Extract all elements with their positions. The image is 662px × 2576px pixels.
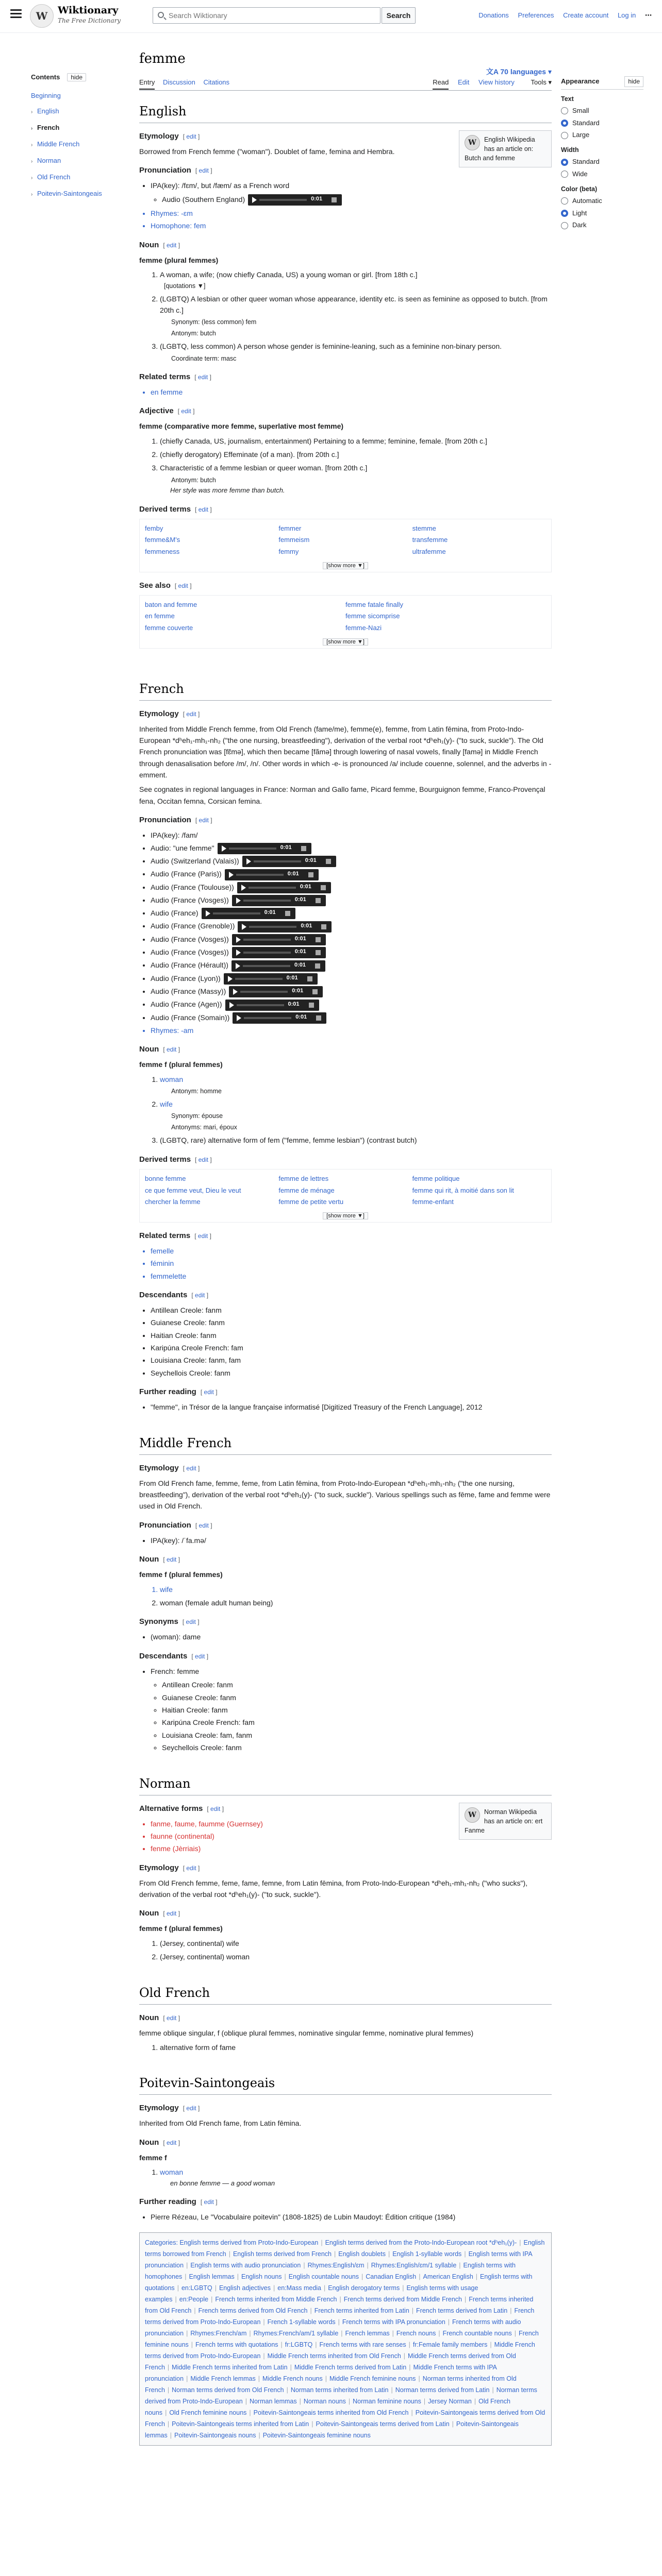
category-link[interactable]: French nouns	[396, 2329, 436, 2337]
category-link[interactable]: French lemmas	[345, 2329, 390, 2337]
volume-icon	[285, 911, 290, 916]
category-link[interactable]: Poitevin-Saintongeais terms inherited from Old French	[253, 2409, 409, 2416]
audio-list-item: • Audio (France (Vosges)) 0:01	[151, 946, 552, 958]
tab-edit[interactable]: Edit	[458, 78, 470, 86]
search-icon	[158, 12, 164, 18]
french-derived-heading: Derived terms [ edit ]	[139, 1155, 212, 1164]
category-link[interactable]: Rhymes:French/am	[190, 2329, 247, 2337]
category-link[interactable]: Rhymes:English/ɛm/1 syllable	[371, 2261, 457, 2269]
audio-player[interactable]: 0:01	[229, 986, 323, 997]
wikipedia-box[interactable]: W Norman Wikipedia has an article on: ert Fanme	[459, 1803, 552, 1840]
category-link[interactable]: French terms inherited from Middle French	[215, 2295, 337, 2303]
audio-player[interactable]: 0:01	[233, 1012, 326, 1024]
definition: 1. woman Antonym: homme	[160, 1074, 552, 1096]
toc-item-middle-french[interactable]: › Middle French	[31, 137, 119, 153]
definition: 1. (chiefly Canada, US, journalism, entertainment) Pertaining to a femme; feminine, female. [from 20th c.]	[160, 435, 552, 447]
norman-alt-heading: Alternative forms [ edit ]	[139, 1804, 224, 1813]
category-link[interactable]: Jersey Norman	[428, 2397, 472, 2405]
list-item: • Karipúna Creole French: fam	[151, 1342, 552, 1353]
show-more-button[interactable]: [show more ▼]	[139, 561, 552, 572]
toc-hide-button[interactable]: hide	[67, 73, 86, 81]
text-large-option[interactable]: Large	[561, 130, 643, 141]
tab-tools[interactable]: Tools ▾	[531, 78, 552, 86]
definition-list	[160, 2042, 552, 2053]
volume-icon	[315, 963, 320, 969]
section-norman: Norman	[139, 1774, 552, 1795]
list-item: • Haitian Creole: fanm	[151, 1330, 552, 1341]
category-link[interactable]: Middle French terms derived from Proto-Indo-European	[145, 2341, 535, 2360]
definition-list	[160, 1938, 552, 1963]
english-pronunciation-heading: Pronunciation [ edit ]	[139, 166, 212, 175]
definition-list	[160, 269, 552, 364]
category-link[interactable]: Norman terms derived from Old French	[172, 2386, 284, 2394]
headword-line: femme f (plural femmes)	[139, 1570, 223, 1579]
category-link[interactable]: English 1-syllable words	[392, 2250, 462, 2258]
list-item: • French: femme	[151, 1666, 552, 1677]
mf-etymology-heading: Etymology [ edit ]	[139, 1463, 200, 1472]
audio-player[interactable]: 0:01	[232, 934, 326, 945]
chevron-right-icon[interactable]: ›	[31, 125, 33, 131]
width-standard-option[interactable]: Standard	[561, 157, 643, 167]
category-link[interactable]: en:People	[179, 2295, 209, 2303]
list-item: • (woman): dame	[151, 1631, 552, 1642]
volume-icon	[309, 1003, 314, 1008]
section-middle-french: Middle French	[139, 1434, 552, 1455]
french-noun-heading: Noun [ edit ]	[139, 1045, 180, 1054]
list-item[interactable]: • Rhymes: -ɛm	[151, 208, 552, 219]
edit-link[interactable]: [ edit ]	[183, 133, 200, 140]
audio-list-item: • Audio (France (Vosges)) 0:01	[151, 934, 552, 945]
audio-player[interactable]: 0:01	[232, 895, 326, 906]
definition: 2. wife Synonym: épouse Antonyms: mari, époux	[160, 1098, 552, 1132]
list-item: ◦ Antillean Creole: fanm	[162, 1679, 552, 1690]
see-also-table: baton and femme en femme femme couverte femme fatale finally femme sicomprise femme-Nazi	[139, 595, 552, 637]
category-link[interactable]: Norman lemmas	[249, 2397, 297, 2405]
list-item[interactable]: • Rhymes: -am	[151, 1025, 552, 1036]
color-label: Color (beta)	[561, 185, 598, 193]
list-item: ◦ Karipúna Creole French: fam	[162, 1717, 552, 1728]
chevron-right-icon[interactable]: ›	[31, 109, 33, 115]
list-item[interactable]: • Homophone: fem	[151, 220, 552, 231]
tab-entry[interactable]: Entry	[139, 78, 155, 90]
headword-line: femme f (plural femmes)	[139, 1060, 223, 1069]
audio-list-item: • Audio (France (Toulouse)) 0:01	[151, 882, 552, 893]
radio-icon	[561, 222, 568, 229]
mf-synonyms-heading: Synonyms [ edit ]	[139, 1617, 200, 1626]
mf-descendants-heading: Descendants [ edit ]	[139, 1651, 209, 1660]
category-link[interactable]: Old French nouns	[145, 2397, 510, 2416]
mf-pronunciation-heading: Pronunciation [ edit ]	[139, 1520, 212, 1530]
definition-list	[160, 1074, 552, 1146]
category-link[interactable]: English adjectives	[219, 2284, 271, 2292]
category-link[interactable]: French feminine nouns	[145, 2329, 539, 2348]
tab-read[interactable]: Read	[433, 78, 449, 90]
headword-line: femme f	[139, 2153, 167, 2162]
audio-list-item: • Audio (Switzerland (Valais)) 0:01	[151, 855, 552, 867]
category-link[interactable]: Middle French terms inherited from Latin	[172, 2363, 288, 2371]
page-title: femme	[139, 51, 186, 66]
list-item: • Pierre Rézeau, Le "Vocabulaire poitevin" (1808-1825) de Lubin Maudoyt: Édition critique (1984)	[151, 2211, 552, 2223]
category-link[interactable]: English doublets	[338, 2250, 386, 2258]
category-link[interactable]: Poitevin-Saintongeais terms inherited from Latin	[172, 2420, 309, 2428]
show-more-button[interactable]: [show more ▼]	[139, 1211, 552, 1223]
volume-icon	[321, 885, 326, 890]
audio-list-item: • Audio (France (Vosges)) 0:01	[151, 894, 552, 906]
list-item: • IPA(key): /fam/	[151, 829, 552, 841]
category-link[interactable]: French terms with audio pronunciation	[145, 2318, 521, 2337]
ps-noun-heading: Noun [ edit ]	[139, 2138, 180, 2147]
english-derived-heading: Derived terms [ edit ]	[139, 504, 212, 514]
audio-list-item: • Audio (France (Agen)) 0:01	[151, 998, 552, 1010]
category-link[interactable]: English terms with audio pronunciation	[190, 2261, 301, 2269]
audio-player[interactable]: 0:01	[248, 194, 342, 206]
mf-etymology: From Old French fame, femme, feme, from Latin fēmina, from Proto-Indo-European *dʰeh₁-mh₁-nh₂ ("the one nursing, breastfeeding"), derivation of the verbal root *dʰeh₁(y)- ("to suck, suckle"). Various spellings such as fēme, fame and femme were used in Old French.	[139, 1479, 551, 1511]
list-item: • IPA(key): /fɛm/, but /fæm/ as a French word	[151, 180, 552, 191]
category-link[interactable]: French terms inherited from Latin	[314, 2307, 409, 2314]
more-options-icon[interactable]: ⋯	[645, 11, 652, 19]
english-adjective-heading: Adjective [ edit ]	[139, 406, 195, 416]
radio-selected-icon	[561, 210, 568, 217]
radio-selected-icon	[561, 120, 568, 127]
category-link[interactable]: English derogatory terms	[328, 2284, 400, 2292]
norman-etymology: From Old French femme, feme, fame, femne, from Latin fēmina, from Proto-Indo-European *dʰeh₁-mh₁-nh₂ ("who sucks"), derivation of the verbal root *dʰeh₁(y)- ("to suck, suckle").	[139, 1878, 528, 1899]
category-link[interactable]: French terms inherited from Old French	[145, 2295, 534, 2314]
main-content	[139, 34, 552, 2446]
derived-terms-table: bonne femme ce que femme veut, Dieu le veut chercher la femme femme de lettres femme de ménage femme de petite vertu femme politique femme qui rit, à moitié dans son lit femme-enfant	[139, 1169, 552, 1211]
category-link[interactable]: English terms derived from French	[233, 2250, 332, 2258]
toc-item-beginning[interactable]: Beginning	[31, 91, 61, 99]
category-link[interactable]: Middle French terms derived from Latin	[294, 2363, 407, 2371]
show-more-button[interactable]: [show more ▼]	[139, 637, 552, 649]
category-link[interactable]: French terms with IPA pronunciation	[342, 2318, 445, 2326]
definition: 1. woman en bonne femme — a good woman	[160, 2166, 552, 2189]
personal-tools	[471, 10, 652, 21]
definition: 3. (LGBTQ, rare) alternative form of fem ("femme, femme lesbian") (contrast butch)	[160, 1134, 552, 1146]
category-link[interactable]: English countable nouns	[288, 2273, 359, 2280]
category-link[interactable]: Norman terms inherited from Latin	[290, 2386, 389, 2394]
english-pronunciation-list	[151, 180, 552, 231]
volume-icon	[321, 924, 326, 929]
category-link[interactable]: Poitevin-Saintongeais lemmas	[145, 2420, 519, 2439]
preferences-link[interactable]: Preferences	[518, 11, 554, 19]
text-standard-option[interactable]: Standard	[561, 118, 643, 129]
list-item[interactable]: • en femme	[151, 386, 552, 398]
list-item[interactable]: • femmelette	[151, 1270, 552, 1282]
definition: 2. woman (female adult human being)	[160, 1597, 552, 1608]
tab-citations[interactable]: Citations	[203, 78, 230, 86]
login-link[interactable]: Log in	[617, 11, 636, 19]
definition: 3. (LGBTQ, less common) A person whose gender is feminine-leaning, such as a feminine non-binary person. Coordinate term: masc	[160, 341, 552, 363]
width-label: Width	[561, 146, 579, 154]
category-link[interactable]: Norman nouns	[303, 2397, 346, 2405]
section-poitevin: Poitevin-Saintongeais	[139, 2074, 552, 2095]
category-link[interactable]: English terms with homophones	[145, 2261, 516, 2280]
audio-list-item: • Audio (France (Lyon)) 0:01	[151, 973, 552, 985]
category-link[interactable]: French countable nouns	[442, 2329, 512, 2337]
mf-noun-heading: Noun [ edit ]	[139, 1555, 180, 1564]
category-link[interactable]: English terms borrowed from French	[145, 2239, 545, 2258]
audio-player[interactable]: 0:01	[225, 999, 319, 1011]
definition: 1. wife	[160, 1584, 552, 1595]
audio-player[interactable]: 0:01	[232, 947, 326, 958]
list-item[interactable]: • faunne (continental)	[151, 1831, 552, 1842]
headword-line: femme f (plural femmes)	[139, 1924, 223, 1933]
volume-icon	[316, 898, 321, 903]
section-english: English	[139, 102, 552, 123]
category-link[interactable]: Middle French terms with IPA pronunciation	[145, 2363, 497, 2382]
french-cognates: See cognates in regional languages in France: Norman and Gallo fame, Picard femme, Bourguignon femme, Franco-Provençal fena, Occitan femna, Corsican femina.	[139, 785, 545, 805]
volume-icon	[316, 937, 321, 942]
category-link[interactable]: Poitevin-Saintongeais nouns	[174, 2431, 256, 2439]
norman-etymology-heading: Etymology [ edit ]	[139, 1863, 200, 1872]
list-item: • Louisiana Creole: fanm, fam	[151, 1354, 552, 1366]
category-link[interactable]: French terms with rare senses	[319, 2341, 406, 2348]
category-link[interactable]: Old French feminine nouns	[169, 2409, 247, 2416]
width-wide-option[interactable]: Wide	[561, 169, 643, 180]
chevron-right-icon[interactable]: ›	[31, 175, 33, 181]
text-small-option[interactable]: Small	[561, 106, 643, 116]
volume-icon	[301, 846, 306, 851]
site-subtitle: The Free Dictionary	[58, 17, 121, 24]
list-item: ◦ Guianese Creole: fanm	[162, 1692, 552, 1703]
wikipedia-box[interactable]: W English Wikipedia has an article on: Butch and femme	[459, 130, 552, 167]
volume-icon	[326, 859, 331, 864]
category-link[interactable]: Middle French nouns	[262, 2375, 323, 2382]
toc-title: Contents	[31, 73, 60, 81]
list-item: • Antillean Creole: fanm	[151, 1304, 552, 1316]
tab-discussion[interactable]: Discussion	[162, 78, 195, 86]
category-link[interactable]: English nouns	[241, 2273, 282, 2280]
list-item: • IPA(key): /ˈfa.mə/	[151, 1535, 552, 1546]
list-item: ◦ Louisiana Creole: fam, fanm	[162, 1730, 552, 1741]
category-link[interactable]: Poitevin-Saintongeais feminine nouns	[262, 2431, 371, 2439]
definition: 2. (Jersey, continental) woman	[160, 1951, 552, 1962]
appearance-hide-button[interactable]: hide	[624, 76, 643, 87]
audio-player[interactable]: 0:01	[242, 856, 336, 867]
category-link[interactable]: Canadian English	[366, 2273, 417, 2280]
english-etymology: Borrowed from French femme ("woman"). Doublet of fame, femina and Hembra.	[139, 147, 395, 156]
volume-icon	[316, 1015, 321, 1021]
toc-item-norman[interactable]: › Norman	[31, 153, 119, 170]
languages-button[interactable]: 文A 70 languages ▾	[486, 67, 552, 76]
definition: 3. Characteristic of a femme lesbian or queer woman. [from 20th c.] Antonym: butch Her style was more femme than butch.	[160, 462, 552, 496]
volume-icon	[332, 197, 337, 202]
definition: 1. alternative form of fame	[160, 2042, 552, 2053]
definition: 1. (Jersey, continental) wife	[160, 1938, 552, 1949]
category-link[interactable]: fr:Female family members	[412, 2341, 488, 2348]
french-pronunciation-list	[151, 829, 552, 1036]
definition-list	[160, 1584, 552, 1609]
categories-box: Categories: English terms derived from Proto-Indo-European | English terms derived from the Proto-Indo-European root *dʰeh₁(y)- | English terms borrowed from French | English terms derived from French | English doublets | English 1-syllable words | English terms with IPA pronunciation | English terms with audio pronunciation | Rhymes:English/ɛm | Rhymes:English/ɛm/1 syllable | English terms with homophones | English lemmas | English nouns | English countable nouns | Canadian English | American English | English terms with quotations | en:LGBTQ | English adjectives | en:Mass media | English derogatory terms | English terms with usage examples | en:People | French terms inherited from Middle French | French terms derived from Middle French | French terms inherited from Old French | French terms derived from Old French | French terms inherited from Latin | French terms derived from Latin | French terms derived from Proto-Indo-European | French 1-syllable words | French terms with IPA pronunciation | French terms with audio pronunciation | Rhymes:French/am | Rhymes:French/am/1 syllable | French lemmas | French nouns | French countable nouns | French feminine nouns | French terms with quotations | fr:LGBTQ | French terms with rare senses | fr:Female family members | Middle French terms derived from Proto-Indo-European | Middle French terms inherited from Old French | Middle French terms derived from Old French | Middle French terms inherited from Latin | Middle French terms derived from Latin | Middle French terms with IPA pronunciation | Middle French lemmas | Middle French nouns | Middle French feminine nouns | Norman terms inherited from Old French | Norman terms derived from Old French | Norman terms inherited from Latin | Norman terms derived from Latin | Norman terms derived from Proto-Indo-European | Norman lemmas | Norman nouns | Norman feminine nouns | Jersey Norman | Old French nouns | Old French feminine nouns | Poitevin-Saintongeais terms inherited from Old French | Poitevin-Saintongeais terms derived from Old French | Poitevin-Saintongeais terms inherited from Latin | Poitevin-Saintongeais terms derived from Latin | Poitevin-Saintongeais lemmas | Poitevin-Saintongeais nouns | Poitevin-Saintongeais feminine nouns	[139, 2232, 552, 2446]
section-french: French	[139, 680, 552, 701]
search-input[interactable]	[169, 10, 323, 21]
french-descendants-heading: Descendants [ edit ]	[139, 1290, 209, 1299]
wikipedia-logo-icon: W	[465, 1807, 480, 1823]
audio-list-item: • Audio (France (Somain)) 0:01	[151, 1012, 552, 1024]
category-link[interactable]: Norman terms inherited from Old French	[145, 2375, 517, 2394]
section-old-french: Old French	[139, 1984, 552, 2005]
ps-etymology: Inherited from Old French fame, from Latin fēmina.	[139, 2119, 302, 2128]
category-link[interactable]: English lemmas	[189, 2273, 235, 2280]
category-link[interactable]: en:LGBTQ	[181, 2284, 212, 2292]
radio-selected-icon	[561, 159, 568, 166]
ps-further-reading-heading: Further reading [ edit ]	[139, 2197, 218, 2207]
list-item[interactable]: • fanme, faume, faumme (Guernsey)	[151, 1818, 552, 1829]
audio-list-item: • Audio (France (Paris)) 0:01	[151, 868, 552, 880]
audio-player[interactable]: 0:01	[225, 869, 319, 880]
chevron-right-icon[interactable]: ›	[31, 191, 33, 197]
definition-list	[160, 435, 552, 496]
toc-item-english[interactable]: › English	[31, 104, 119, 120]
headword-line: femme (comparative more femme, superlative most femme)	[139, 422, 344, 431]
category-link[interactable]: American English	[423, 2273, 473, 2280]
audio-player[interactable]: 0:01	[231, 960, 325, 972]
english-related-heading: Related terms [ edit ]	[139, 372, 211, 381]
site-title: Wiktionary	[58, 5, 119, 16]
french-further-reading-heading: Further reading [ edit ]	[139, 1387, 218, 1397]
french-etymology-heading: Etymology [ edit ]	[139, 709, 200, 718]
volume-icon	[312, 989, 318, 994]
ps-etymology-heading: Etymology [ edit ]	[139, 2104, 200, 2113]
tab-view-history[interactable]: View history	[478, 78, 515, 86]
donations-link[interactable]: Donations	[478, 11, 509, 19]
category-link[interactable]: Norman terms derived from Latin	[395, 2386, 490, 2394]
category-link[interactable]: Middle French terms inherited from Old French	[267, 2352, 401, 2360]
category-link[interactable]: English terms with usage examples	[145, 2284, 478, 2303]
chevron-right-icon[interactable]: ›	[31, 158, 33, 164]
list-item[interactable]: • femelle	[151, 1245, 552, 1257]
text-size-label: Text	[561, 95, 574, 103]
category-link[interactable]: English terms with quotations	[145, 2273, 533, 2292]
headword-line: femme oblique singular, f (oblique plural femmes, nominative singular femme, nominative plural femmes)	[139, 2028, 474, 2037]
english-noun-heading: Noun [ edit ]	[139, 240, 180, 249]
volume-icon	[307, 976, 312, 981]
definition: 1. A woman, a wife; (now chiefly Canada, US) a young woman or girl. [from 18th c.] [quotations ▼]	[160, 269, 552, 291]
audio-player[interactable]: 0:01	[202, 908, 295, 919]
category-link[interactable]: en:Mass media	[277, 2284, 322, 2292]
toc-item-french[interactable]: › French	[31, 120, 119, 137]
audio-list-item: • Audio (France (Hérault)) 0:01	[151, 959, 552, 971]
category-link[interactable]: Rhymes:French/am/1 syllable	[253, 2329, 339, 2337]
toc-item-old-french[interactable]: › Old French	[31, 170, 119, 186]
headword-line: femme (plural femmes)	[139, 256, 219, 264]
list-item: • Guianese Creole: fanm	[151, 1317, 552, 1328]
list-item: ◦ Seychellois Creole: fanm	[162, 1742, 552, 1753]
french-pronunciation-heading: Pronunciation [ edit ]	[139, 816, 212, 825]
radio-icon	[561, 107, 568, 114]
audio-player[interactable]: 0:01	[218, 843, 311, 854]
category-link[interactable]: French terms derived from Proto-Indo-European	[145, 2307, 535, 2326]
category-link[interactable]: Middle French feminine nouns	[329, 2375, 416, 2382]
category-link[interactable]: French terms with quotations	[195, 2341, 278, 2348]
audio-player[interactable]: 0:01	[237, 882, 331, 893]
audio-list-item: • Audio (France (Massy)) 0:01	[151, 986, 552, 997]
list-item: • "femme", in Trésor de la langue française informatisé [Digitized Treasury of the French Language], 2012	[151, 1401, 552, 1413]
french-etymology: Inherited from Middle French femme, from Old French (fame/me), femme(e), femme, from Latin fēmina, from Proto-Indo-European *dʰeh₁-mh₁-nh₂ ("the one nursing, breastfeeding"), derivation of the verbal root *dʰeh₁(y)- ("to suck, suckle"). The Old French pronunciation was [fɛ̃mə], which then became [fãmə] through lowering of nasal vowels, finally [famə] in Middle French through denasalisation before /m/, /n/. Other words in which -e- is pronounced /a/ include couenne, solennel, and the adverbs in -emment.	[139, 724, 552, 779]
site-brand[interactable]	[58, 4, 121, 25]
main-menu-icon[interactable]	[10, 9, 22, 19]
english-etymology-heading: Etymology [ edit ]	[139, 132, 200, 141]
audio-player[interactable]: 0:01	[238, 921, 332, 933]
category-link[interactable]: French terms derived from Old French	[198, 2307, 308, 2314]
create-account-link[interactable]: Create account	[563, 11, 609, 19]
of-noun-heading: Noun [ edit ]	[139, 2013, 180, 2022]
category-link[interactable]: English terms derived from Proto-Indo-European	[179, 2239, 319, 2246]
radio-icon	[561, 171, 568, 178]
site-header	[0, 0, 662, 33]
category-link[interactable]: English terms with IPA pronunciation	[145, 2250, 532, 2269]
category-link[interactable]: English terms derived from the Proto-Indo-European root *dʰeh₁(y)-	[325, 2239, 517, 2246]
volume-icon	[316, 950, 321, 955]
color-light-option[interactable]: Light	[561, 208, 643, 219]
search-box	[153, 7, 380, 24]
radio-icon	[561, 132, 568, 139]
category-link[interactable]: Middle French terms derived from Old French	[145, 2352, 516, 2371]
norman-noun-heading: Noun [ edit ]	[139, 1909, 180, 1918]
category-link[interactable]: Norman feminine nouns	[353, 2397, 421, 2405]
category-link[interactable]: Norman terms derived from Proto-Indo-European	[145, 2386, 537, 2405]
category-link[interactable]: French 1-syllable words	[267, 2318, 336, 2326]
page-tabs	[139, 74, 552, 91]
category-link[interactable]: Poitevin-Saintongeais terms derived from Latin	[316, 2420, 450, 2428]
french-related-heading: Related terms [ edit ]	[139, 1231, 211, 1240]
definition: 2. (chiefly derogatory) Effeminate (of a man). [from 20th c.]	[160, 449, 552, 460]
appearance-panel	[561, 76, 643, 232]
color-automatic-option[interactable]: Automatic	[561, 196, 643, 207]
appearance-title: Appearance	[561, 77, 600, 85]
category-link[interactable]: Poitevin-Saintongeais terms derived from Old French	[145, 2409, 545, 2428]
category-link[interactable]: fr:LGBTQ	[285, 2341, 313, 2348]
category-link[interactable]: French terms derived from Middle French	[343, 2295, 462, 2303]
color-dark-option[interactable]: Dark	[561, 220, 643, 231]
list-item[interactable]: • féminin	[151, 1258, 552, 1269]
audio-list-item: • Audio (France (Grenoble)) 0:01	[151, 920, 552, 932]
category-link[interactable]: Rhymes:English/ɛm	[307, 2261, 365, 2269]
definition: 2. (LGBTQ) A lesbian or other queer woman whose appearance, identity etc. is seen as feminine as opposed to butch. [from 20th c.] Synonym: (less common) fem Antonym: butch	[160, 293, 552, 339]
wiktionary-logo[interactable]: W	[30, 4, 54, 28]
category-link[interactable]: French terms derived from Latin	[416, 2307, 508, 2314]
audio-player[interactable]: 0:01	[224, 973, 318, 985]
table-of-contents	[31, 72, 119, 202]
english-see-also-heading: See also [ edit ]	[139, 581, 192, 590]
list-item: • Seychellois Creole: fanm	[151, 1367, 552, 1379]
wikipedia-logo-icon: W	[465, 135, 480, 150]
toc-item-poitevin[interactable]: › Poitevin-Saintongeais	[31, 186, 119, 202]
search-button[interactable]: Search	[382, 7, 416, 24]
audio-list-item: • Audio (France) 0:01	[151, 907, 552, 919]
list-item: ◦ Audio (Southern England) 0:01	[151, 194, 552, 206]
list-item[interactable]: • fenme (Jèrriais)	[151, 1843, 552, 1854]
chevron-right-icon[interactable]: ›	[31, 142, 33, 148]
audio-list-item: • Audio: "une femme" 0:01	[151, 842, 552, 854]
volume-icon	[308, 872, 313, 877]
derived-terms-table: femby femme&M's femmeness femmer femmeism femmy stemme transfemme ultrafemme	[139, 519, 552, 561]
radio-icon	[561, 197, 568, 205]
categories-label[interactable]: Categories:	[145, 2239, 178, 2246]
definition-list	[160, 2166, 552, 2189]
list-item: ◦ Haitian Creole: fanm	[162, 1704, 552, 1716]
category-link[interactable]: Middle French lemmas	[190, 2375, 256, 2382]
